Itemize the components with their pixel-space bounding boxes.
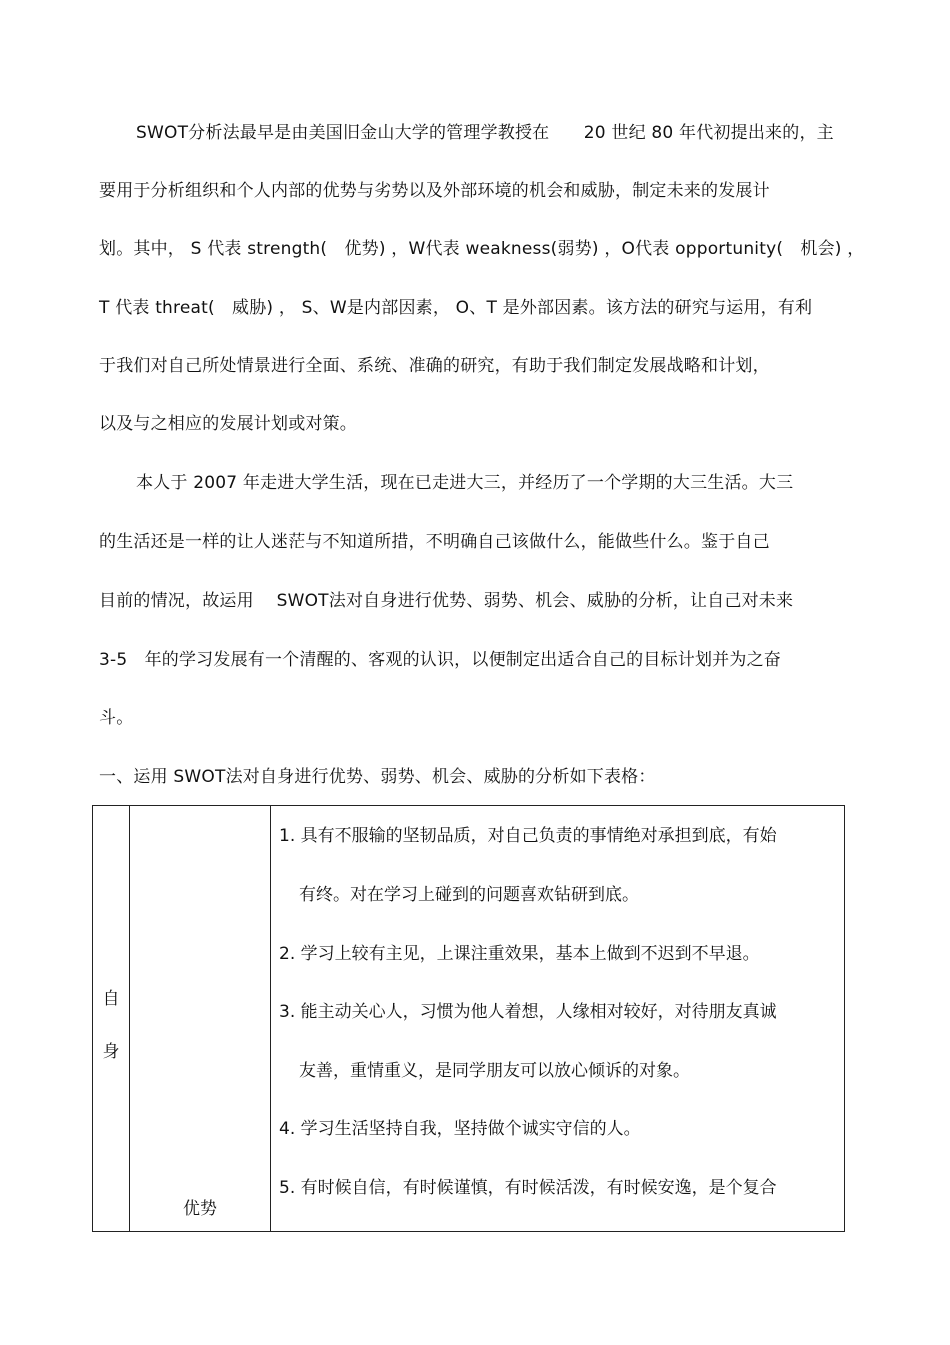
intro-p1-line-5: 于我们对自己所处情景进行全面、系统、准确的研究，有助于我们制定发展战略和计划， bbox=[99, 356, 770, 376]
list-item: 2. 学习上较有主见，上课注重效果，基本上做到不迟到不早退。 bbox=[279, 944, 760, 964]
intro-p2-line-2: 的生活还是一样的让人迷茫与不知道所措，不明确自己该做什么，能做些什么。鉴于自己 bbox=[99, 532, 770, 552]
intro-p2-line-4: 3-5 年的学习发展有一个清醒的、客观的认识，以便制定出适合自己的目标计划并为之奋 bbox=[99, 650, 781, 670]
table-row bbox=[93, 806, 845, 1232]
intro-p1-line-2: 要用于分析组织和个人内部的优势与劣势以及外部环境的机会和威胁，制定未来的发展计 bbox=[99, 181, 770, 201]
intro-p2-line-1: 本人于 2007 年走进大学生活，现在已走进大三，并经历了一个学期的大三生活。大三 bbox=[136, 473, 794, 493]
swot-table bbox=[92, 805, 845, 1232]
intro-p1-line-6: 以及与之相应的发展计划或对策。 bbox=[99, 414, 357, 434]
list-item: 1. 具有不服输的坚韧品质，对自己负责的事情绝对承担到底，有始 bbox=[279, 826, 777, 846]
row-label-char: 自 bbox=[102, 989, 120, 1009]
row-label-cell bbox=[93, 806, 130, 1232]
list-item: 4. 学习生活坚持自我，坚持做个诚实守信的人。 bbox=[279, 1119, 641, 1139]
content-cell bbox=[271, 806, 845, 1232]
category-label: 优势 bbox=[183, 1199, 217, 1219]
list-item-continuation: 有终。对在学习上碰到的问题喜欢钻研到底。 bbox=[299, 885, 639, 905]
intro-p1-line-4: T 代表 threat( 威胁) ， S、W是内部因素， O、T 是外部因素。该方法的研究与运用，有利 bbox=[99, 298, 813, 318]
section-heading: 一、运用 SWOT法对自身进行优势、弱势、机会、威胁的分析如下表格： bbox=[99, 767, 656, 787]
list-item: 5. 有时候自信，有时候谨慎，有时候活泼，有时候安逸，是个复合 bbox=[279, 1178, 777, 1198]
category-cell bbox=[130, 806, 271, 1232]
list-item: 3. 能主动关心人，习惯为他人着想，人缘相对较好，对待朋友真诚 bbox=[279, 1002, 777, 1022]
intro-p1-line-3: 划。其中， S 代表 strength( 优势) ，W代表 weakness(弱势) ，O代表 opportunity( 机会) ， bbox=[99, 239, 865, 259]
row-label-char: 身 bbox=[102, 1042, 120, 1062]
intro-p2-line-5: 斗。 bbox=[99, 708, 134, 728]
intro-p2-line-3: 目前的情况，故运用 SWOT法对自身进行优势、弱势、机会、威胁的分析，让自己对未来 bbox=[99, 591, 794, 611]
intro-p1-line-1: SWOT分析法最早是由美国旧金山大学的管理学教授在 20 世纪 80 年代初提出来的，主 bbox=[136, 123, 834, 143]
list-item-continuation: 友善，重情重义，是同学朋友可以放心倾诉的对象。 bbox=[299, 1061, 690, 1081]
